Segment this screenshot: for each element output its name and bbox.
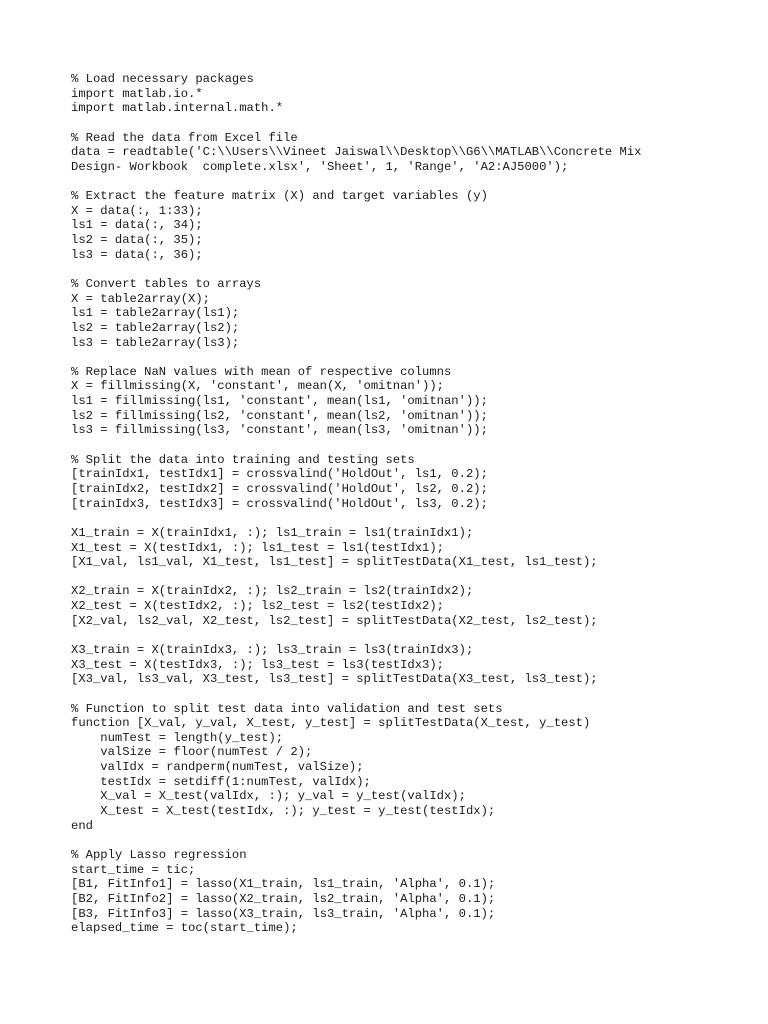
code-line: import matlab.internal.math.* — [71, 101, 284, 116]
code-line: % Split the data into training and testing sets — [71, 452, 415, 467]
code-line — [71, 174, 751, 189]
code-line: ls1 = data(:, 34); — [71, 218, 203, 233]
code-line: % Read the data from Excel file — [71, 130, 298, 145]
code-line — [71, 833, 751, 848]
code-line: [trainIdx2, testIdx2] = crossvalind('HoldOut', ls2, 0.2); — [71, 481, 488, 496]
code-line: X2_train = X(trainIdx2, :); ls2_train = ls2(trainIdx2); — [71, 584, 474, 599]
code-line: X3_test = X(testIdx3, :); ls3_test = ls3(testIdx3); — [71, 657, 444, 672]
code-line — [71, 628, 751, 643]
code-line: start_time = tic; — [71, 862, 196, 877]
code-line: ls2 = data(:, 35); — [71, 233, 203, 248]
code-line: [B3, FitInfo3] = lasso(X3_train, ls3_train, 'Alpha', 0.1); — [71, 906, 496, 921]
code-line: % Apply Lasso regression — [71, 847, 247, 862]
code-line: ls1 = fillmissing(ls1, 'constant', mean(ls1, 'omitnan')); — [71, 394, 488, 409]
code-line: ls2 = table2array(ls2); — [71, 320, 240, 335]
code-line: X_test = X_test(testIdx, :); y_test = y_test(testIdx); — [71, 804, 496, 819]
code-line: ls3 = table2array(ls3); — [71, 335, 240, 350]
code-line — [71, 116, 751, 131]
code-line — [71, 438, 751, 453]
code-line: [X3_val, ls3_val, X3_test, ls3_test] = splitTestData(X3_test, ls3_test); — [71, 672, 598, 687]
code-line: [X1_val, ls1_val, X1_test, ls1_test] = splitTestData(X1_test, ls1_test); — [71, 555, 598, 570]
code-line: % Load necessary packages — [71, 72, 254, 86]
code-line: Design- Workbook complete.xlsx', 'Sheet', 1, 'Range', 'A2:AJ5000'); — [71, 159, 569, 174]
code-line: import matlab.io.* — [71, 86, 203, 101]
code-line: [trainIdx3, testIdx3] = crossvalind('HoldOut', ls3, 0.2); — [71, 496, 488, 511]
code-line: X = data(:, 1:33); — [71, 203, 203, 218]
code-line: [X2_val, ls2_val, X2_test, ls2_test] = splitTestData(X2_test, ls2_test); — [71, 613, 598, 628]
code-line — [71, 511, 751, 526]
code-line: end — [71, 818, 93, 833]
code-line — [71, 687, 751, 702]
code-line: X = fillmissing(X, 'constant', mean(X, 'omitnan')); — [71, 379, 444, 394]
code-line: X1_test = X(testIdx1, :); ls1_test = ls1(testIdx1); — [71, 540, 444, 555]
code-line — [71, 570, 751, 585]
code-line: ls1 = table2array(ls1); — [71, 306, 240, 321]
code-line: % Extract the feature matrix (X) and target variables (y) — [71, 189, 488, 204]
code-line: valIdx = randperm(numTest, valSize); — [71, 760, 364, 775]
code-line — [71, 350, 751, 365]
code-line: valSize = floor(numTest / 2); — [71, 745, 313, 760]
code-line: elapsed_time = toc(start_time); — [71, 921, 298, 936]
code-line: ls3 = data(:, 36); — [71, 247, 203, 262]
code-line: X = table2array(X); — [71, 291, 210, 306]
code-line: testIdx = setdiff(1:numTest, valIdx); — [71, 774, 371, 789]
code-line: [B2, FitInfo2] = lasso(X2_train, ls2_train, 'Alpha', 0.1); — [71, 891, 496, 906]
code-line: % Function to split test data into validation and test sets — [71, 701, 503, 716]
code-line: numTest = length(y_test); — [71, 730, 284, 745]
code-line: ls3 = fillmissing(ls3, 'constant', mean(ls3, 'omitnan')); — [71, 423, 488, 438]
code-line: X_val = X_test(valIdx, :); y_val = y_test(valIdx); — [71, 789, 466, 804]
code-line: function [X_val, y_val, X_test, y_test] = splitTestData(X_test, y_test) — [71, 716, 591, 731]
code-line: % Replace NaN values with mean of respective columns — [71, 364, 452, 379]
code-line: X2_test = X(testIdx2, :); ls2_test = ls2(testIdx2); — [71, 599, 444, 614]
code-line: % Convert tables to arrays — [71, 276, 262, 291]
code-line: [B1, FitInfo1] = lasso(X1_train, ls1_train, 'Alpha', 0.1); — [71, 877, 496, 892]
code-line: data = readtable('C:\\Users\\Vineet Jaiswal\\Desktop\\G6\\MATLAB\\Concrete Mix — [71, 145, 642, 160]
code-line: [trainIdx1, testIdx1] = crossvalind('HoldOut', ls1, 0.2); — [71, 467, 488, 482]
code-line: X3_train = X(trainIdx3, :); ls3_train = ls3(trainIdx3); — [71, 642, 474, 657]
code-block — [71, 72, 751, 936]
code-line: ls2 = fillmissing(ls2, 'constant', mean(ls2, 'omitnan')); — [71, 408, 488, 423]
code-line — [71, 262, 751, 277]
code-line: X1_train = X(trainIdx1, :); ls1_train = ls1(trainIdx1); — [71, 525, 474, 540]
